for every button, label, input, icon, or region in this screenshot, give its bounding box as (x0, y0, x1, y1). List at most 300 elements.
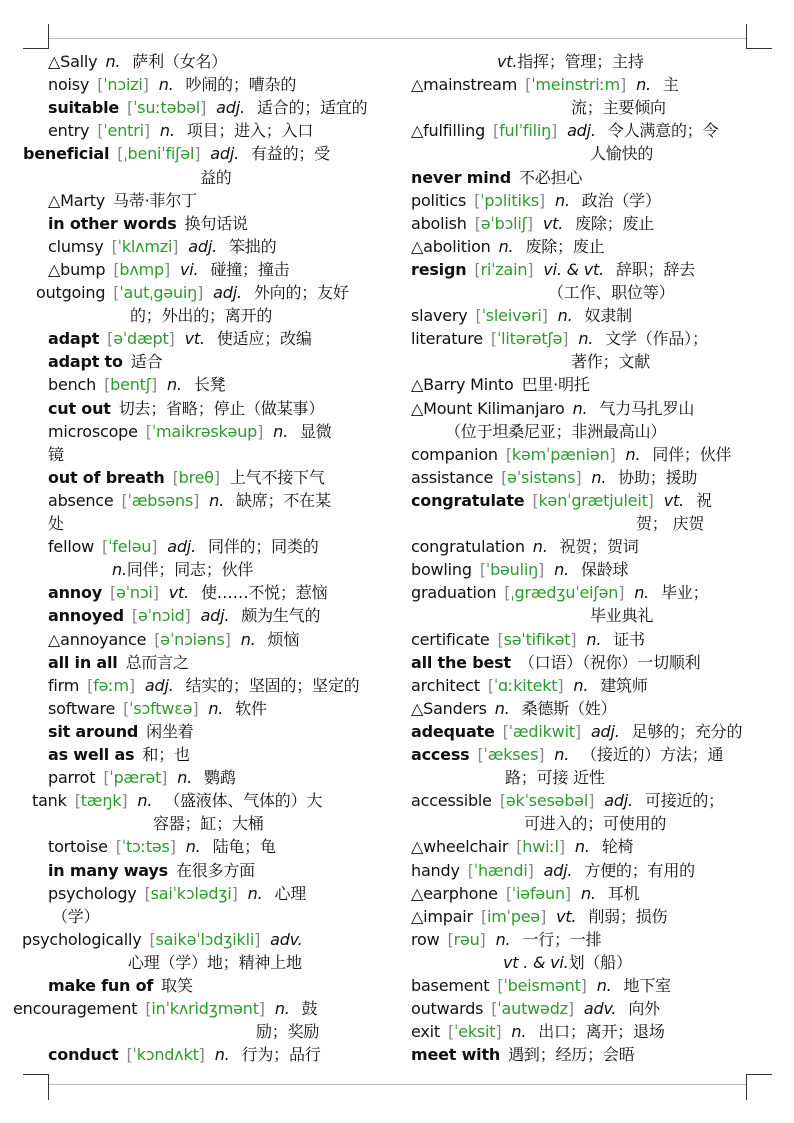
meaning: 同伴的；同类的 (207, 537, 319, 557)
vocab-entry-continuation (503, 951, 632, 974)
vocab-entry-continuation (636, 512, 704, 535)
phonetic: [ ˈautwədz ] (491, 999, 574, 1018)
headword: basement (411, 976, 490, 995)
meaning: 使……不悦；惹恼 (200, 583, 328, 603)
part-of-speech: vi. & vt. (543, 259, 604, 279)
triangle-marker-icon: △ (411, 398, 424, 418)
vocab-entry (411, 189, 661, 212)
triangle-marker-icon: △ (411, 837, 424, 857)
vocab-entry (48, 258, 289, 281)
meaning-continuation: （学） (52, 906, 100, 926)
headword: politics (411, 190, 467, 210)
part-of-speech: adv. (583, 999, 617, 1019)
vocab-entry-continuation (571, 96, 666, 119)
meaning: （接近的）方法；通 (581, 745, 724, 764)
part-of-speech: n. (554, 745, 570, 764)
meaning: 建筑师 (600, 675, 648, 695)
vocab-entry (411, 466, 697, 489)
meaning: 证书 (613, 629, 645, 649)
meaning: 耳机 (607, 883, 640, 903)
part-of-speech: n. (557, 306, 573, 326)
vocab-entry-continuation (497, 50, 644, 73)
vocab-entry (411, 974, 671, 997)
part-of-speech: n. (177, 768, 193, 788)
meaning-continuation: 人愉快的 (590, 144, 654, 164)
part-of-speech: vt. (184, 329, 205, 349)
meaning: 和；也 (142, 745, 190, 764)
meaning: 碰撞；撞击 (210, 259, 290, 279)
headword: software (48, 698, 116, 718)
part-of-speech: n. (247, 883, 263, 903)
part-of-speech: n. (554, 560, 569, 580)
meaning-continuation: （工作、职位等） (548, 283, 675, 302)
phonetic: [ ˈbəuliŋ ] (480, 560, 544, 579)
vocab-entry (411, 697, 616, 720)
headword: absence (48, 490, 114, 510)
phonetic: [ ˈnɔizi ] (97, 75, 149, 94)
headword: never mind (411, 167, 511, 187)
part-of-speech: adj. (188, 236, 217, 256)
headword: outwards (411, 999, 484, 1019)
page-top-rule (48, 38, 746, 39)
phonetic: [ əˈnɔid ] (132, 606, 191, 625)
meaning-continuation: （位于坦桑尼亚；非洲最高山） (445, 421, 667, 441)
headword: clumsy (48, 236, 104, 256)
meaning: 同伴；伙伴 (652, 444, 732, 464)
vocab-entry (48, 397, 324, 420)
part-of-speech: n. (625, 444, 641, 464)
headword: psychologically (22, 929, 142, 949)
part-of-speech: n. (554, 190, 570, 210)
headword: psychology (48, 883, 137, 903)
part-of-speech: adj. (144, 675, 174, 695)
meaning: 废除；废止 (575, 213, 655, 233)
vocab-entry (411, 628, 645, 651)
vocab-entry-continuation (505, 766, 605, 789)
vocab-entry-continuation (48, 443, 64, 466)
meaning: 萨利（女名） (132, 52, 228, 71)
part-of-speech: n. (573, 675, 589, 695)
meaning: 颇为生气的 (241, 606, 321, 626)
phonetic: [ ˈɑːkitekt ] (488, 676, 564, 695)
phonetic: [ imˈpeə ] (481, 907, 546, 926)
vocab-entry (48, 489, 331, 512)
meaning-continuation: 镜 (48, 444, 64, 464)
meaning: 协助；援助 (618, 467, 698, 487)
phonetic: [ ˈpærət ] (103, 768, 167, 787)
triangle-marker-icon: △ (48, 52, 61, 71)
headword: accessible (411, 791, 492, 811)
headword: bench (48, 375, 97, 395)
vocab-entry (411, 581, 708, 604)
vocab-entry (48, 835, 276, 858)
vocab-entry (48, 119, 313, 142)
phonetic: [ ˈtɔːtəs ] (116, 837, 176, 856)
phonetic: [ ˈsleivəri ] (476, 306, 548, 325)
headword: Sanders (423, 698, 487, 718)
vocab-entry-continuation (153, 812, 264, 835)
phonetic: [ hwiːl ] (516, 837, 565, 856)
meaning: 鹦鹉 (204, 768, 236, 788)
triangle-marker-icon: △ (411, 906, 424, 926)
part-of-speech: n. (596, 976, 612, 995)
vocab-entry (48, 73, 296, 96)
headword: access (411, 745, 470, 764)
meaning: 政治（学） (581, 190, 661, 210)
phonetic: [ ˈbeismənt ] (497, 976, 586, 995)
part-of-speech: vi. (180, 259, 199, 279)
meaning: 主 (662, 75, 679, 95)
phonetic: [ ˈlitərətʃə ] (491, 329, 568, 348)
headword: congratulate (411, 490, 525, 510)
meaning: 地下室 (623, 976, 671, 995)
meaning: 轮椅 (601, 837, 634, 857)
headword: make fun of (48, 976, 154, 995)
meaning: 方便的；有用的 (584, 860, 695, 880)
headword: all the best (411, 652, 511, 672)
vocab-entry (48, 697, 267, 720)
vocab-entry (411, 489, 712, 512)
headword: mainstream (423, 75, 518, 95)
vocab-entry-continuation (52, 905, 99, 928)
headword: certificate (411, 629, 490, 649)
part-of-speech: n. (240, 629, 256, 649)
vocab-entry (48, 766, 236, 789)
meaning-continuation: 流；主要倾向 (571, 98, 666, 118)
headword: resign (411, 259, 467, 279)
vocab-entry (48, 974, 193, 997)
headword: annoyed (48, 606, 124, 626)
headword: in many ways (48, 860, 168, 880)
triangle-marker-icon: △ (411, 883, 424, 903)
meaning: 废除；废止 (525, 236, 605, 256)
part-of-speech: n. (578, 329, 594, 349)
headword: conduct (48, 1045, 119, 1065)
meaning: 换句话说 (184, 213, 248, 233)
headword: sit around (48, 721, 139, 741)
phonetic: [ ˈiəfəun ] (506, 884, 571, 903)
part-of-speech: n. (208, 698, 224, 718)
headword: firm (48, 675, 80, 695)
vocab-entry (48, 189, 197, 212)
part-of-speech: n. (572, 398, 588, 418)
meaning: 奴隶制 (584, 306, 632, 326)
meaning: 一行；一排 (522, 929, 602, 949)
part-of-speech: adj. (604, 791, 633, 811)
part-of-speech: n. (586, 629, 602, 649)
headword: handy (411, 860, 460, 880)
vocab-entry (411, 882, 639, 905)
headword: out of breath (48, 467, 165, 487)
part-of-speech: adj. (213, 283, 242, 302)
part-of-speech: vt . & vi. (503, 952, 569, 972)
vocab-entry (411, 397, 694, 420)
part-of-speech: n. (214, 1045, 230, 1065)
triangle-marker-icon: △ (411, 698, 424, 718)
headword: parrot (48, 768, 96, 788)
headword: encouragement (13, 999, 138, 1019)
vocab-entry (48, 604, 320, 627)
vocab-entry (411, 535, 639, 558)
headword: noisy (48, 75, 90, 95)
headword: bowling (411, 560, 472, 580)
phonetic: [ əˈbɔliʃ ] (475, 214, 533, 233)
phonetic: [ əˈsistəns ] (501, 468, 581, 487)
part-of-speech: n. (159, 121, 175, 141)
headword: tortoise (48, 837, 108, 857)
meaning: 毕业； (661, 583, 709, 603)
meaning-continuation: 励；奖励 (256, 1022, 320, 1042)
part-of-speech: adj. (543, 860, 573, 880)
headword: meet with (411, 1045, 501, 1065)
part-of-speech: n. (634, 583, 650, 603)
triangle-marker-icon: △ (411, 375, 424, 395)
phonetic: [ riˈzain ] (474, 260, 533, 279)
phonetic: [ tæŋk ] (75, 791, 128, 810)
headword: slavery (411, 306, 468, 326)
headword: fellow (48, 537, 95, 557)
meaning: 足够的；充分的 (631, 721, 743, 741)
meaning: 祝 (695, 490, 712, 510)
phonetic: [ fulˈfiliŋ ] (493, 121, 557, 140)
meaning: 总而言之 (125, 652, 189, 672)
vocab-entry (411, 373, 590, 396)
vocab-entry (411, 443, 731, 466)
vocab-entry (48, 535, 319, 558)
headword: tank (32, 791, 67, 811)
vocab-entry (48, 1043, 321, 1066)
meaning: 巴里·明托 (521, 375, 590, 395)
meaning: 削弱；损伤 (588, 906, 668, 926)
meaning: 陆龟；龟 (212, 837, 276, 857)
vocab-entry (48, 373, 225, 396)
meaning: 长凳 (193, 375, 226, 395)
headword: entry (48, 121, 90, 141)
meaning-continuation: 路；可接 近性 (505, 768, 605, 788)
meaning-continuation: 的；外出的；离开的 (130, 306, 273, 326)
vocab-entry (48, 859, 255, 882)
meaning: 辞职；辞去 (616, 259, 696, 279)
vocab-entry (48, 327, 312, 350)
vocab-entry (411, 73, 679, 96)
vocab-entry-continuation (130, 304, 272, 327)
part-of-speech: vt. (542, 213, 564, 233)
vocab-entry (48, 420, 332, 443)
meaning: 心理 (274, 883, 307, 903)
headword: abolish (411, 213, 467, 233)
triangle-marker-icon: △ (411, 121, 424, 141)
headword: Barry Minto (423, 375, 514, 395)
meaning: 结实的；坚固的；坚定的 (185, 675, 360, 695)
vocab-entry-continuation (524, 812, 666, 835)
meaning: 闲坐着 (146, 721, 194, 741)
headword: adapt to (48, 352, 123, 372)
part-of-speech: n. (209, 490, 224, 510)
vocab-entry (32, 789, 322, 812)
headword: microscope (48, 421, 138, 441)
part-of-speech: n. (532, 537, 548, 557)
vocab-entry (23, 142, 330, 165)
vocab-entry (48, 651, 189, 674)
meaning: 文学（作品）； (605, 329, 708, 349)
meaning: 气力马扎罗山 (599, 398, 695, 418)
vocab-entry (411, 212, 654, 235)
meaning: 软件 (235, 698, 267, 718)
meaning: （盛液体、气体的）大 (164, 791, 323, 811)
meaning: 使适应；改编 (216, 329, 312, 349)
part-of-speech: adj. (567, 121, 596, 141)
phonetic: [ əˈnɔi ] (110, 583, 159, 602)
meaning-continuation: 可进入的；可使用的 (524, 814, 667, 834)
phonetic: [ ˈmeinstriːm ] (525, 75, 626, 94)
phonetic: [ inˈkʌridʒmənt ] (145, 999, 264, 1018)
phonetic: [ ˈautˌgəuiŋ ] (113, 283, 203, 302)
meaning: 缺席；不在某 (235, 490, 331, 510)
meaning: 出口；离开；退场 (538, 1022, 665, 1042)
meaning-continuation: 著作；文献 (571, 352, 651, 372)
vocab-entry (411, 1043, 635, 1066)
part-of-speech: n. (591, 467, 607, 487)
headword: Marty (60, 190, 106, 210)
headword: abolition (423, 236, 491, 256)
headword: suitable (48, 98, 120, 118)
meaning: 祝贺；贺词 (559, 537, 639, 557)
triangle-marker-icon: △ (48, 629, 61, 649)
meaning: 有益的；受 (250, 144, 330, 164)
phonetic: [ ˈklʌmzi ] (112, 237, 179, 256)
phonetic: [ ˈækses ] (477, 745, 544, 764)
vocab-entry (411, 743, 723, 766)
vocab-entry-continuation (571, 350, 650, 373)
phonetic: [ saiˈkɔlədʒi ] (145, 884, 238, 903)
headword: earphone (423, 883, 498, 903)
part-of-speech: vt. (168, 583, 189, 603)
phonetic: [ ˈæbsəns ] (122, 491, 200, 510)
meaning-continuation: 划（船） (568, 952, 632, 972)
vocab-entry-continuation (590, 142, 653, 165)
headword: outgoing (36, 283, 106, 302)
vocab-entry (48, 50, 227, 73)
vocab-entry (36, 281, 349, 304)
headword: annoy (48, 583, 103, 603)
headword: Sally (60, 52, 98, 71)
headword: adequate (411, 721, 495, 741)
meaning: 切去；省略；停止（做某事） (118, 398, 325, 418)
vocab-entry-continuation (48, 512, 64, 535)
phonetic: [ ˈsɔftwɛə ] (123, 699, 198, 718)
part-of-speech: adj. (216, 98, 245, 118)
vocab-entry-continuation (128, 951, 302, 974)
part-of-speech: n. (511, 1022, 527, 1042)
meaning: 桑德斯（姓） (521, 698, 617, 718)
triangle-marker-icon: △ (48, 259, 61, 279)
part-of-speech: adj. (210, 144, 239, 164)
meaning: 马蒂·菲尔丁 (113, 190, 197, 210)
meaning: 上气不接下气 (229, 467, 325, 487)
vocab-entry (48, 720, 194, 743)
part-of-speech: n. (105, 52, 121, 71)
headword: in other words (48, 213, 177, 233)
vocab-entry (411, 720, 742, 743)
phonetic: [ ˈsuːtəbəl ] (127, 98, 206, 117)
vocab-entry (411, 1020, 665, 1043)
meaning: 吵闹的；嘈杂的 (185, 75, 297, 95)
vocab-entry (411, 119, 718, 142)
phonetic: [ fəːm ] (87, 676, 135, 695)
vocab-entry (411, 327, 708, 350)
vocab-entry (48, 674, 359, 697)
phonetic: [ ˌbeniˈfiʃəl ] (117, 144, 200, 163)
vocab-entry (48, 743, 190, 766)
part-of-speech: n. (166, 375, 182, 395)
meaning: 项目；进入；入口 (186, 121, 314, 141)
meaning-continuation: 同伴；同志；伙伴 (126, 560, 254, 580)
vocab-entry (411, 674, 648, 697)
part-of-speech: n. (274, 999, 290, 1019)
phonetic: [ rəu ] (448, 930, 486, 949)
phonetic: [ əˈnɔiəns ] (154, 630, 230, 649)
vocab-entry (48, 350, 162, 373)
part-of-speech: vt. (497, 52, 518, 71)
meaning: （口语）（祝你）一切顺利 (518, 652, 701, 672)
vocab-entry (411, 905, 667, 928)
phonetic: [ ˈentri ] (97, 121, 150, 140)
headword: row (411, 929, 440, 949)
part-of-speech: adv. (270, 929, 303, 949)
vocab-entry (411, 166, 582, 189)
meaning-continuation: 处 (48, 514, 64, 533)
triangle-marker-icon: △ (411, 75, 424, 95)
vocab-entry (411, 835, 633, 858)
headword: wheelchair (423, 837, 509, 857)
vocab-entry (411, 789, 724, 812)
vocab-entry (48, 235, 276, 258)
meaning: 烦恼 (267, 629, 300, 649)
headword: assistance (411, 467, 494, 487)
vocab-entry-continuation (256, 1020, 319, 1043)
part-of-speech: n. (494, 698, 510, 718)
vocab-entry (48, 212, 248, 235)
phonetic: [ kəmˈpæniən ] (506, 445, 616, 464)
vocab-entry-continuation (445, 420, 666, 443)
phonetic: [ ˈfeləu ] (102, 537, 157, 556)
headword: congratulation (411, 537, 525, 557)
meaning: 适合 (130, 352, 163, 372)
headword: cut out (48, 398, 111, 418)
vocab-entry-continuation (548, 281, 674, 304)
phonetic: [ bentʃ ] (104, 375, 157, 394)
meaning-continuation: 毕业典礼 (590, 606, 654, 626)
meaning: 外向的；友好 (253, 283, 349, 302)
vocab-entry-continuation (200, 166, 232, 189)
vocab-entry (411, 558, 628, 581)
vocab-entry (411, 859, 695, 882)
part-of-speech: adj. (167, 537, 196, 557)
vocab-entry (411, 651, 700, 674)
headword: fulfilling (423, 121, 486, 141)
phonetic: [ ˌgrædʒuˈeiʃən ] (504, 583, 624, 602)
part-of-speech: n. (158, 75, 174, 95)
meaning: 可接近的； (644, 791, 724, 811)
part-of-speech: adj. (200, 606, 230, 626)
meaning-continuation: 指挥；管理；主持 (517, 52, 644, 71)
headword: Mount Kilimanjaro (423, 398, 565, 418)
part-of-speech: n. (574, 837, 590, 857)
vocab-entry (48, 581, 327, 604)
phonetic: [ kənˈgrætjuleit ] (532, 491, 653, 510)
meaning: 取笑 (161, 976, 193, 995)
headword: impair (423, 906, 473, 926)
